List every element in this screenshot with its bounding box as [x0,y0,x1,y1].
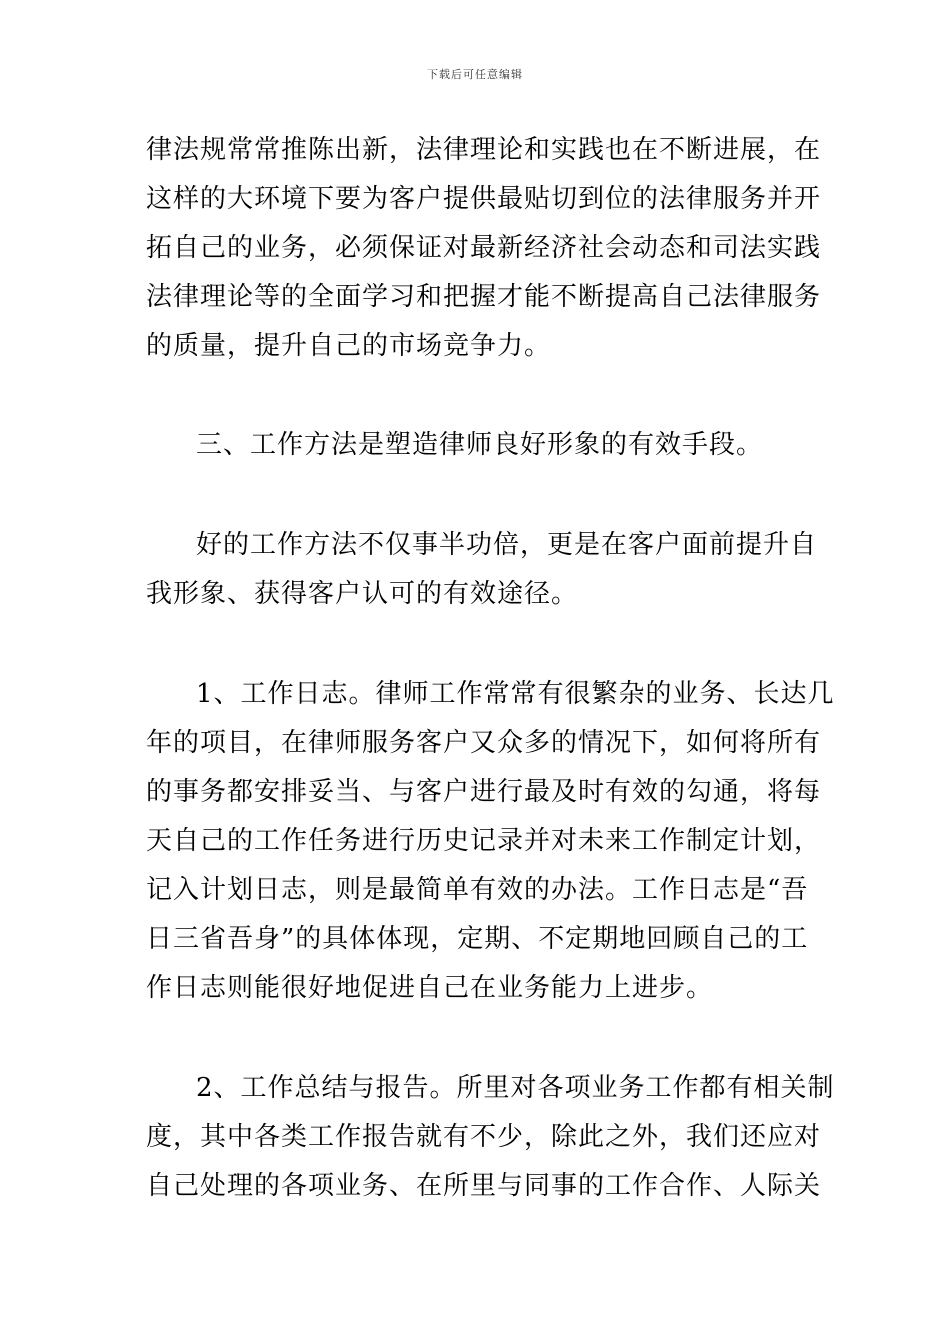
text-line: 的质量，提升自己的市场竞争力。 [146,331,552,361]
text-line: 好的工作方法不仅事半功倍，更是在客户面前提升自 [196,530,818,560]
page-header-watermark: 下载后可任意编辑 [427,68,523,81]
text-line: 法律理论等的全面学习和把握才能不断提高自己法律服务 [146,282,822,312]
text-line: 作日志则能很好地促进自己在业务能力上进步。 [146,973,714,1003]
text-line: 自己处理的各项业务、在所里与同事的工作合作、人际关 [146,1171,822,1201]
text-line: 1、工作日志。律师工作常常有很繁杂的业务、长达几 [196,679,835,709]
text-line: 天自己的工作任务进行历史记录并对未来工作制定计划， [146,826,822,856]
text-line: 的事务都安排妥当、与客户进行最及时有效的勾通，将每 [146,777,822,807]
text-line: 年的项目，在律师服务客户又众多的情况下，如何将所有 [146,728,822,758]
text-line: 度，其中各类工作报告就有不少，除此之外，我们还应对 [146,1122,822,1152]
text-line: 律法规常常推陈出新，法律理论和实践也在不断进展，在 [146,135,822,165]
section-heading: 三、工作方法是塑造律师良好形象的有效手段。 [196,430,764,460]
text-line: 记入计划日志，则是最简单有效的办法。工作日志是“吾 [146,875,809,905]
text-line: 日三省吾身”的具体体现，定期、不定期地回顾自己的工 [146,924,809,954]
text-line: 我形象、获得客户认可的有效途径。 [146,579,579,609]
text-line: 这样的大环境下要为客户提供最贴切到位的法律服务并开 [146,184,822,214]
text-line: 拓自己的业务，必须保证对最新经济社会动态和司法实践 [146,233,822,263]
text-line: 2、工作总结与报告。所里对各项业务工作都有相关制 [196,1073,835,1103]
